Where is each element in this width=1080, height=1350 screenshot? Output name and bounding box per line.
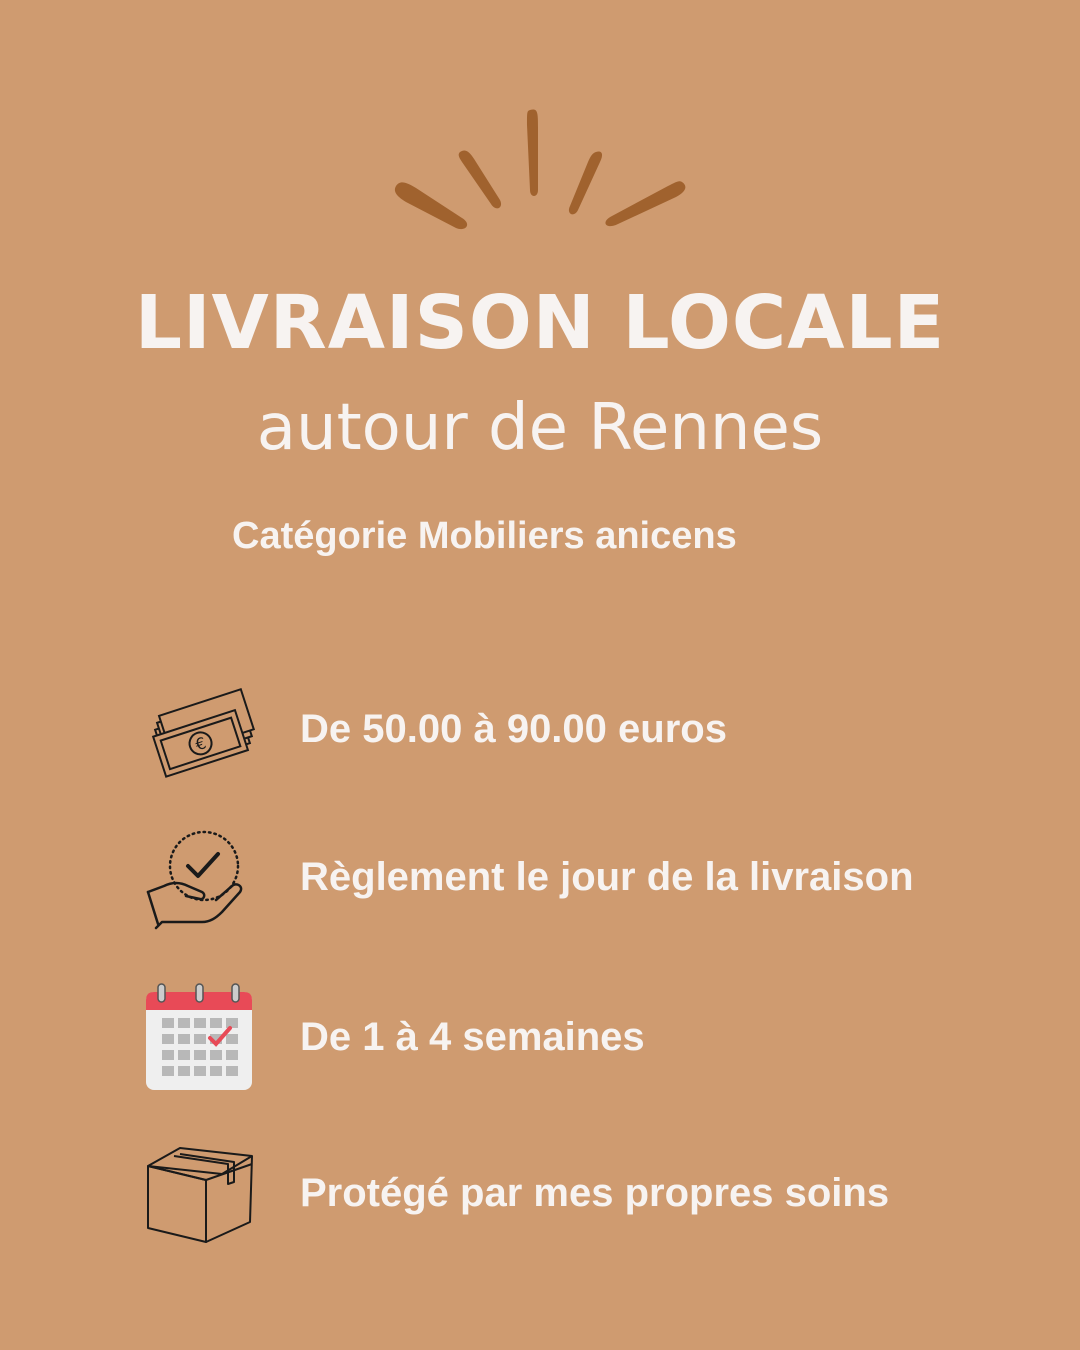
payment-hand-icon [140,822,260,932]
money-icon [140,674,260,784]
feature-price [140,674,1040,784]
box-icon [140,1138,260,1248]
page-subtitle: autour de Rennes [256,391,824,465]
feature-payment [140,822,1040,932]
feature-protection [140,1138,1040,1248]
feature-price-text: De 50.00 à 90.00 euros [300,706,727,751]
feature-protection-text: Protégé par mes propres soins [300,1170,890,1215]
page-title: LIVRAISON LOCALE [134,280,946,366]
feature-delay-text: De 1 à 4 semaines [300,1014,645,1059]
feature-delay [140,982,1040,1092]
feature-payment-text: Règlement le jour de la livraison [300,854,914,899]
burst-decoration-icon [380,100,700,240]
calendar-icon [140,982,260,1092]
svg-text:€: € [192,733,209,755]
category-label: Catégorie Mobiliers anicens [232,515,737,557]
